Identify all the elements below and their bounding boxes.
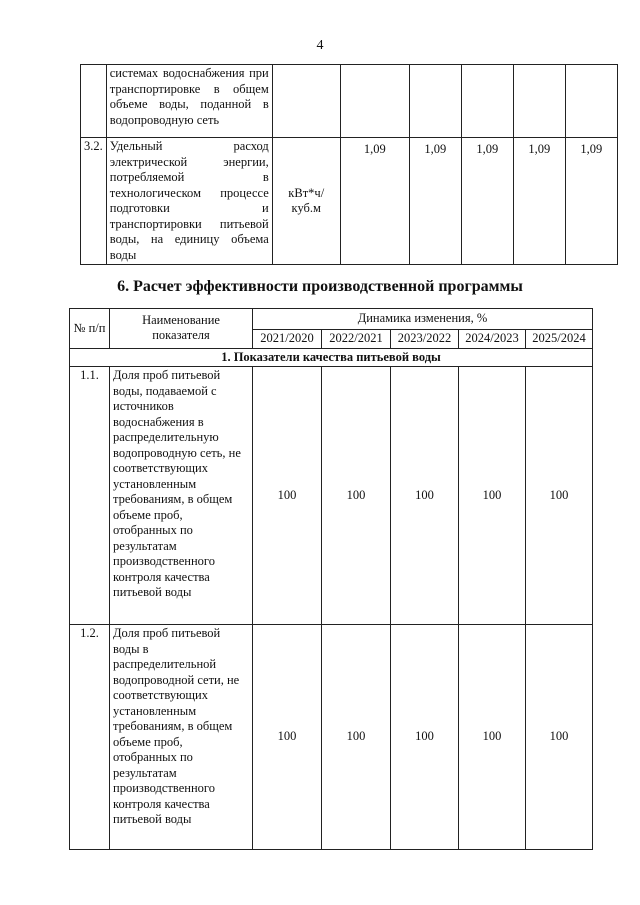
row-number: 3.2. xyxy=(81,138,107,265)
row-number: 1.1. xyxy=(70,367,110,625)
table-header-row xyxy=(70,309,593,330)
value-cell xyxy=(409,65,461,138)
indicator-name: Доля проб питьевой воды, подаваемой с источников водоснабжения в распределительную водопроводную сеть, не соответствующих установленным требованиям, в общем объеме проб, отобранных по результатам производственного контроля качества питьевой воды xyxy=(110,367,253,625)
efficiency-table xyxy=(69,308,593,850)
unit-label: кВт*ч/ куб.м xyxy=(272,138,340,265)
section-heading: 1. Показатели качества питьевой воды xyxy=(70,348,593,367)
value-cell: 1,09 xyxy=(340,138,409,265)
value-cell: 1,09 xyxy=(565,138,617,265)
indicator-name: Удельный расход электрической энергии, потребляемой в технологическом процессе подготовки и транспортировки питьевой воды, на единицу объема воды xyxy=(106,138,272,265)
col-header-year: 2021/2020 xyxy=(253,330,322,349)
col-header-year: 2023/2022 xyxy=(391,330,459,349)
value-cell: 100 xyxy=(391,367,459,625)
value-cell: 100 xyxy=(459,367,526,625)
table-row xyxy=(70,367,593,625)
row-number-cell xyxy=(81,65,107,138)
section-title: 6. Расчет эффективности производственной программы xyxy=(117,278,523,295)
col-header-year: 2022/2021 xyxy=(322,330,391,349)
section-row xyxy=(70,348,593,367)
value-cell: 100 xyxy=(526,625,593,850)
value-cell: 1,09 xyxy=(409,138,461,265)
value-cell xyxy=(340,65,409,138)
value-cell: 1,09 xyxy=(513,138,565,265)
col-header-dynamics: Динамика изменения, % xyxy=(253,309,593,330)
value-cell: 100 xyxy=(253,367,322,625)
value-cell: 100 xyxy=(322,367,391,625)
col-header-number: № п/п xyxy=(70,309,110,349)
value-cell xyxy=(565,65,617,138)
table-row xyxy=(81,138,618,265)
value-cell: 1,09 xyxy=(461,138,513,265)
indicator-table-continued xyxy=(80,64,618,265)
value-cell: 100 xyxy=(253,625,322,850)
col-header-year: 2024/2023 xyxy=(459,330,526,349)
col-header-year: 2025/2024 xyxy=(526,330,593,349)
table-row xyxy=(81,65,618,138)
value-cell: 100 xyxy=(391,625,459,850)
unit-cell xyxy=(272,65,340,138)
col-header-name: Наименование показателя xyxy=(110,309,253,349)
value-cell xyxy=(513,65,565,138)
row-number: 1.2. xyxy=(70,625,110,850)
value-cell: 100 xyxy=(526,367,593,625)
page-number: 4 xyxy=(316,38,324,53)
indicator-name: системах водоснабжения при транспортировке в общем объеме воды, поданной в водопроводную сеть xyxy=(106,65,272,138)
indicator-name: Доля проб питьевой воды в распределительной водопроводной сети, не соответствующих установленным требованиям, в общем объеме проб, отобранных по результатам производственного контроля качества питьевой воды xyxy=(110,625,253,850)
value-cell: 100 xyxy=(459,625,526,850)
table-row xyxy=(70,625,593,850)
value-cell xyxy=(461,65,513,138)
value-cell: 100 xyxy=(322,625,391,850)
